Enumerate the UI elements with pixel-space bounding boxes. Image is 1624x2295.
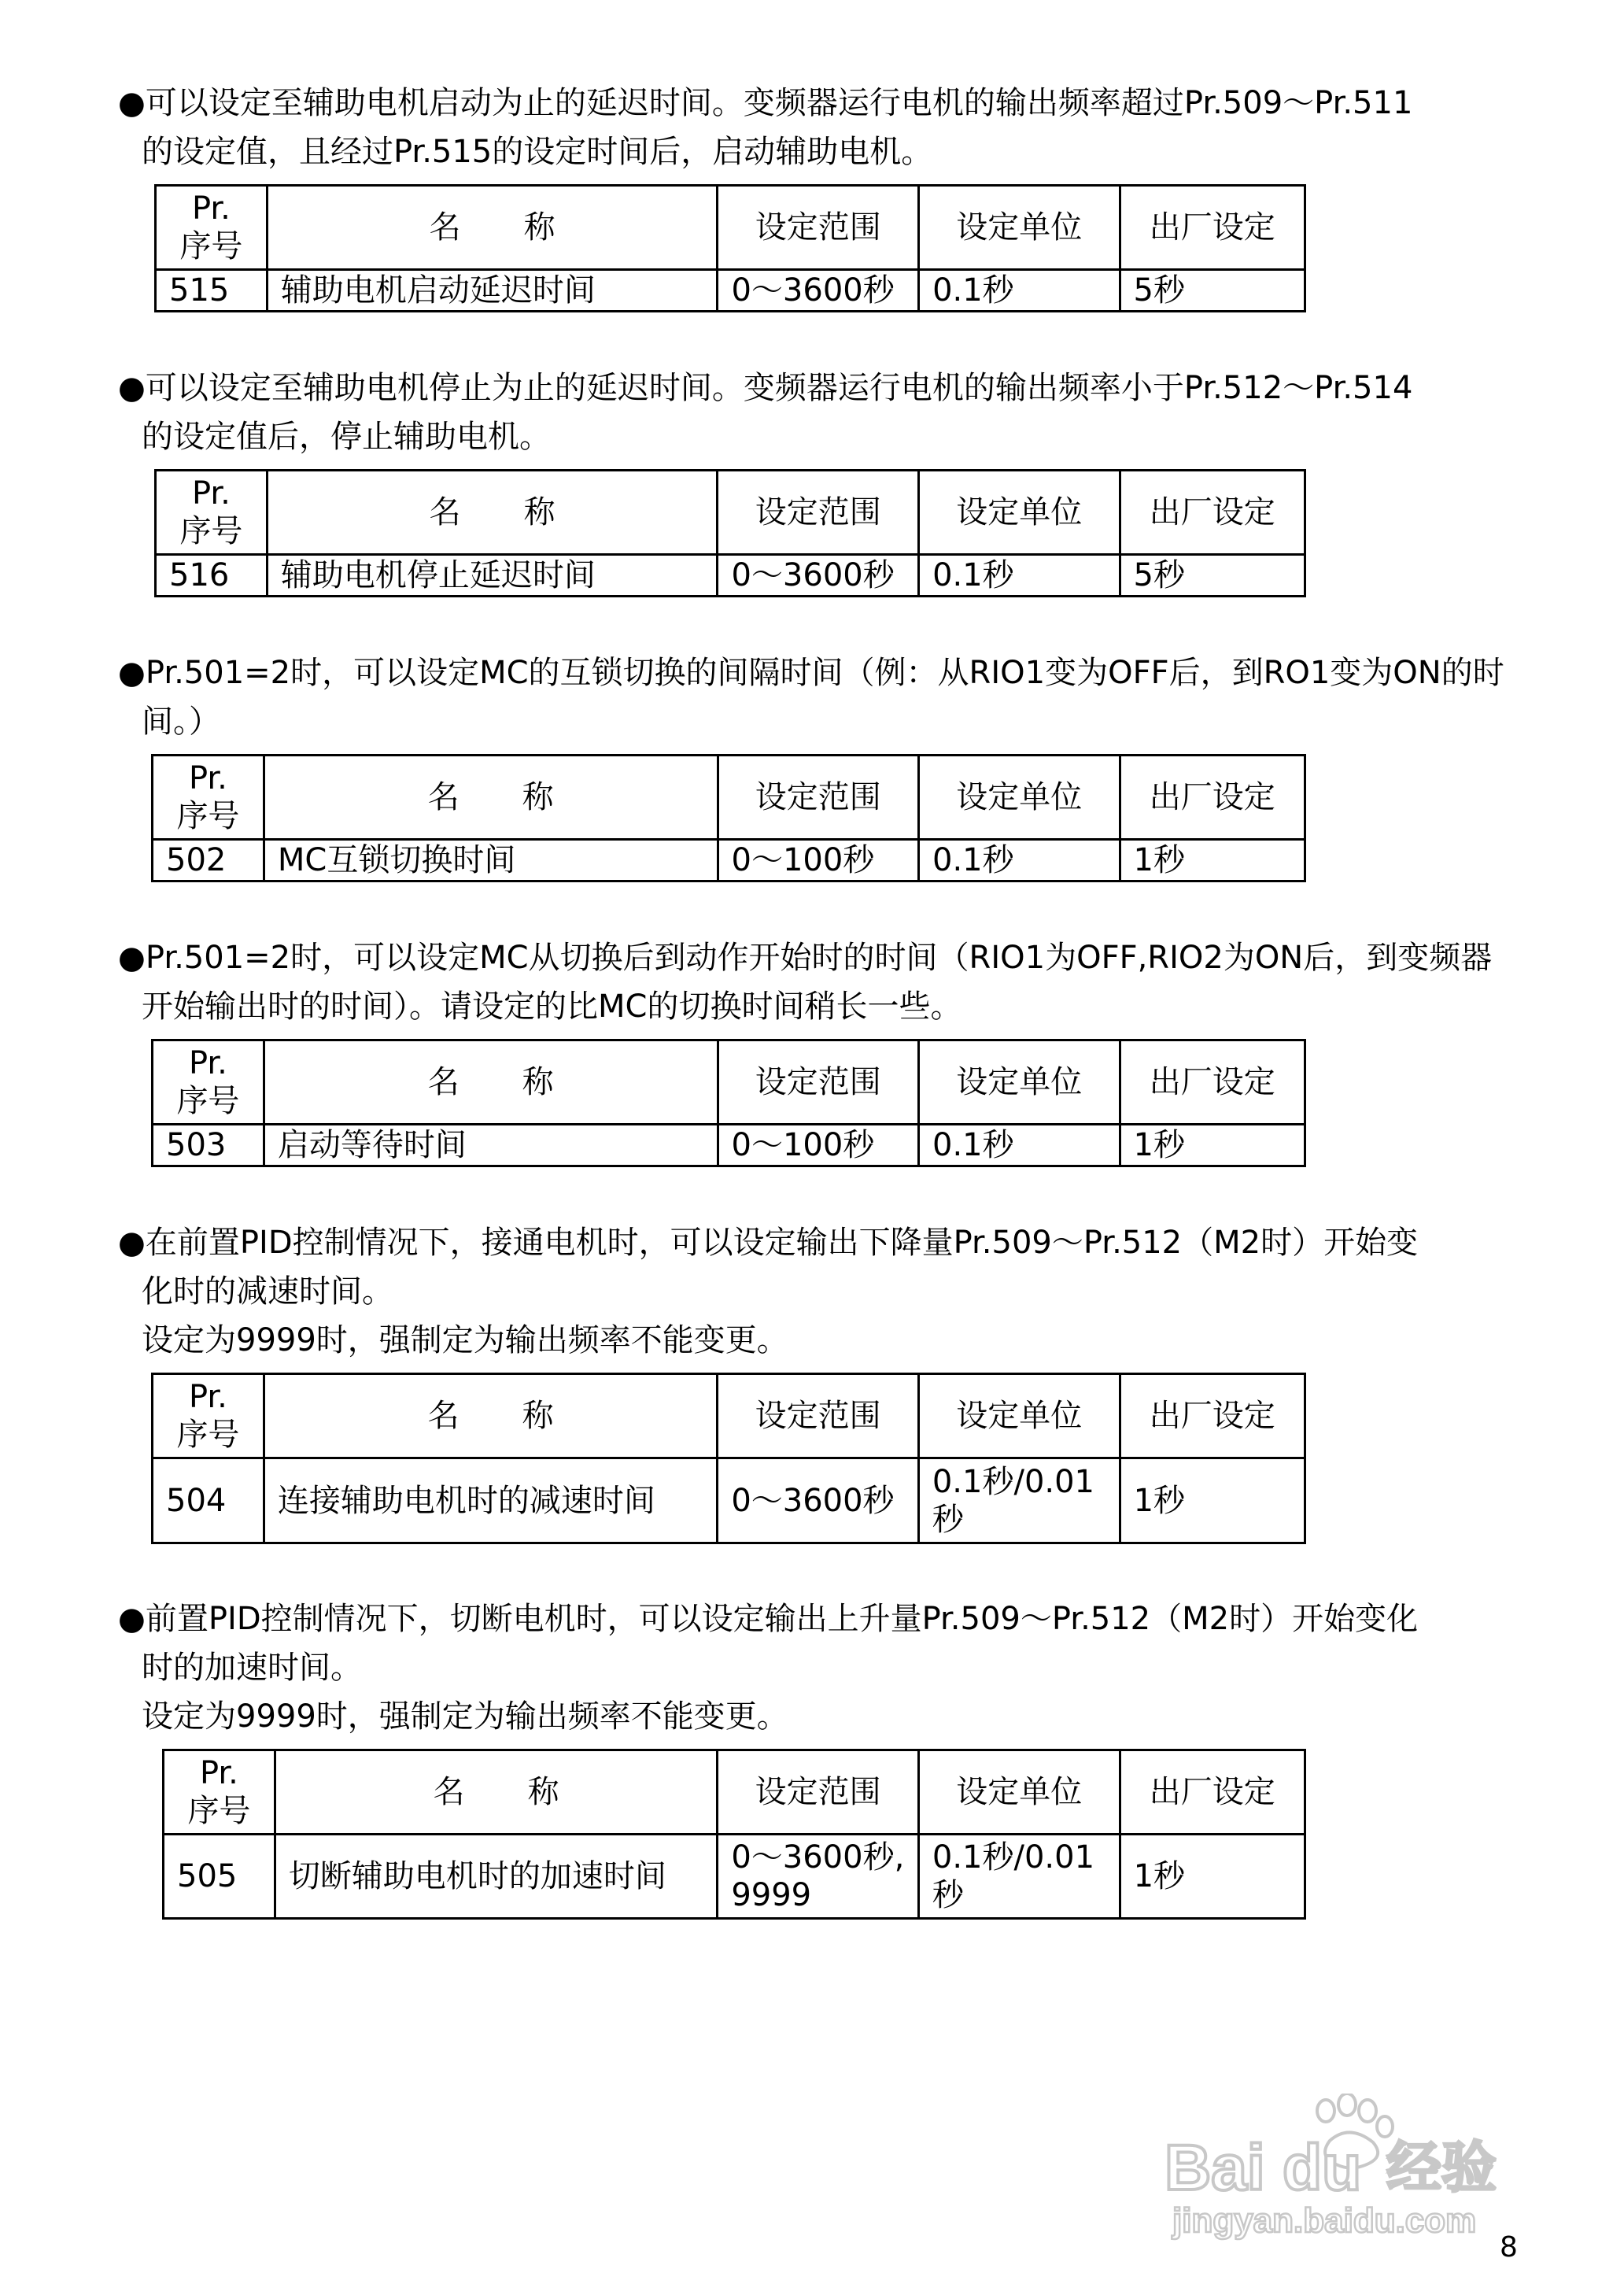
pr-number-header: Pr. 序号 <box>153 756 264 840</box>
paragraph-line: 化时的减速时间。 <box>142 1273 393 1310</box>
unit-cell: 0.1秒 <box>919 555 1120 597</box>
svg-text:du: du <box>1283 2132 1362 2204</box>
pr-number-header: Pr. 序号 <box>153 1374 264 1458</box>
paragraph-line: 的设定值后，停止辅助电机。 <box>142 419 551 455</box>
pr-number-cell: 516 <box>156 555 268 597</box>
range-cell: 0～3600秒 <box>718 270 919 312</box>
pr-number-cell: 502 <box>153 840 264 881</box>
baidu-jingyan-watermark <box>1157 2094 1534 2243</box>
name-cell: 切断辅助电机时的加速时间 <box>275 1835 717 1919</box>
unit-header: 设定单位 <box>919 471 1120 555</box>
default-cell: 5秒 <box>1120 555 1305 597</box>
table-row <box>156 270 1305 312</box>
name-cell: MC互锁切换时间 <box>264 840 718 881</box>
param-table-502 <box>151 754 1306 882</box>
name-header: 名 称 <box>264 756 718 840</box>
table-row <box>153 1458 1305 1543</box>
default-header: 出厂设定 <box>1120 1374 1305 1458</box>
param-table-504 <box>151 1373 1306 1544</box>
table-row <box>156 555 1305 597</box>
table-row <box>153 1125 1305 1166</box>
paragraph-line: ●在前置PID控制情况下，接通电机时，可以设定输出下降量Pr.509～Pr.512（M2时）开始变 <box>118 1225 1419 1261</box>
range-header: 设定范围 <box>718 1040 919 1125</box>
paragraph-line: 的设定值，且经过Pr.515的设定时间后，启动辅助电机。 <box>142 134 933 170</box>
range-cell: 0～3600秒, 9999 <box>718 1835 919 1919</box>
paragraph-line: ●Pr.501=2时，可以设定MC的互锁切换的间隔时间（例：从RIO1变为OFF后，到RO1变为ON的时 <box>118 655 1504 691</box>
name-cell: 辅助电机启动延迟时间 <box>267 270 718 312</box>
table-header-row <box>164 1750 1305 1835</box>
unit-header: 设定单位 <box>919 1040 1120 1125</box>
svg-text:经验: 经验 <box>1386 2135 1497 2200</box>
name-header: 名 称 <box>275 1750 717 1835</box>
default-cell: 1秒 <box>1120 840 1305 881</box>
default-cell: 1秒 <box>1120 1125 1305 1166</box>
svg-text:jingyan.baidu.com: jingyan.baidu.com <box>1172 2201 1477 2240</box>
range-header: 设定范围 <box>718 186 919 270</box>
paragraph-line: 设定为9999时，强制定为输出频率不能变更。 <box>142 1698 788 1735</box>
paragraph-1 <box>118 79 1519 176</box>
svg-text:Bai: Bai <box>1164 2132 1265 2204</box>
name-cell: 连接辅助电机时的减速时间 <box>264 1458 717 1543</box>
range-cell: 0～3600秒 <box>718 1458 919 1543</box>
default-header: 出厂设定 <box>1120 1750 1305 1835</box>
paragraph-line: 时的加速时间。 <box>142 1650 362 1686</box>
pr-number-header: Pr. 序号 <box>156 186 268 270</box>
table-header-row <box>156 186 1305 270</box>
paragraph-line: 设定为9999时，强制定为输出频率不能变更。 <box>142 1322 788 1358</box>
paragraph-3 <box>118 649 1519 746</box>
paragraph-4 <box>118 933 1519 1031</box>
unit-header: 设定单位 <box>918 1750 1120 1835</box>
unit-cell: 0.1秒 <box>919 1125 1120 1166</box>
pr-number-cell: 515 <box>156 270 268 312</box>
range-header: 设定范围 <box>718 756 919 840</box>
name-header: 名 称 <box>267 471 718 555</box>
pr-number-header: Pr. 序号 <box>156 471 268 555</box>
name-header: 名 称 <box>264 1040 718 1125</box>
pr-number-header: Pr. 序号 <box>153 1040 264 1125</box>
paragraph-line: ●可以设定至辅助电机启动为止的延迟时间。变频器运行电机的输出频率超过Pr.509～Pr.511 <box>118 85 1413 121</box>
default-cell: 1秒 <box>1120 1835 1305 1919</box>
default-cell: 1秒 <box>1120 1458 1305 1543</box>
pr-number-cell: 503 <box>153 1125 264 1166</box>
paragraph-line: ●可以设定至辅助电机停止为止的延迟时间。变频器运行电机的输出频率小于Pr.512～Pr.514 <box>118 370 1413 406</box>
range-header: 设定范围 <box>718 1374 919 1458</box>
paragraph-line: 开始输出时的时间）。请设定的比MC的切换时间稍长一些。 <box>142 989 962 1025</box>
table-header-row <box>153 1374 1305 1458</box>
pr-number-cell: 504 <box>153 1458 264 1543</box>
paragraph-2 <box>118 364 1519 461</box>
unit-cell: 0.1秒/0.01 秒 <box>918 1458 1120 1543</box>
table-header-row <box>153 1040 1305 1125</box>
range-cell: 0～100秒 <box>718 1125 919 1166</box>
name-cell: 辅助电机停止延迟时间 <box>267 555 718 597</box>
param-table-516 <box>154 469 1306 597</box>
paragraph-5 <box>118 1218 1519 1365</box>
unit-cell: 0.1秒/0.01 秒 <box>918 1835 1120 1919</box>
paragraph-line: ●Pr.501=2时，可以设定MC从切换后到动作开始时的时间（RIO1为OFF,RIO2为ON后，到变频器 <box>118 940 1493 976</box>
unit-header: 设定单位 <box>919 756 1120 840</box>
default-header: 出厂设定 <box>1120 471 1305 555</box>
default-header: 出厂设定 <box>1120 186 1305 270</box>
paragraph-line: ●前置PID控制情况下，切断电机时，可以设定输出上升量Pr.509～Pr.512（M2时）开始变化 <box>118 1601 1419 1637</box>
name-header: 名 称 <box>264 1374 717 1458</box>
range-cell: 0～3600秒 <box>718 555 919 597</box>
range-header: 设定范围 <box>718 1750 919 1835</box>
unit-header: 设定单位 <box>918 1374 1120 1458</box>
param-table-503 <box>151 1039 1306 1167</box>
param-table-505 <box>162 1749 1306 1920</box>
default-header: 出厂设定 <box>1120 1040 1305 1125</box>
range-cell: 0～100秒 <box>718 840 919 881</box>
param-table-515 <box>154 184 1306 312</box>
paragraph-6 <box>118 1595 1519 1741</box>
default-header: 出厂设定 <box>1120 756 1305 840</box>
table-row <box>164 1835 1305 1919</box>
default-cell: 5秒 <box>1120 270 1305 312</box>
page-number: 8 <box>1500 2231 1518 2264</box>
baidu-paw-logo-icon <box>1157 2094 1534 2243</box>
unit-cell: 0.1秒 <box>919 270 1120 312</box>
name-header: 名 称 <box>267 186 718 270</box>
paragraph-line: 间。） <box>142 704 220 740</box>
table-header-row <box>156 471 1305 555</box>
pr-number-header: Pr. 序号 <box>164 1750 275 1835</box>
table-row <box>153 840 1305 881</box>
range-header: 设定范围 <box>718 471 919 555</box>
unit-header: 设定单位 <box>919 186 1120 270</box>
table-header-row <box>153 756 1305 840</box>
pr-number-cell: 505 <box>164 1835 275 1919</box>
unit-cell: 0.1秒 <box>919 840 1120 881</box>
name-cell: 启动等待时间 <box>264 1125 718 1166</box>
